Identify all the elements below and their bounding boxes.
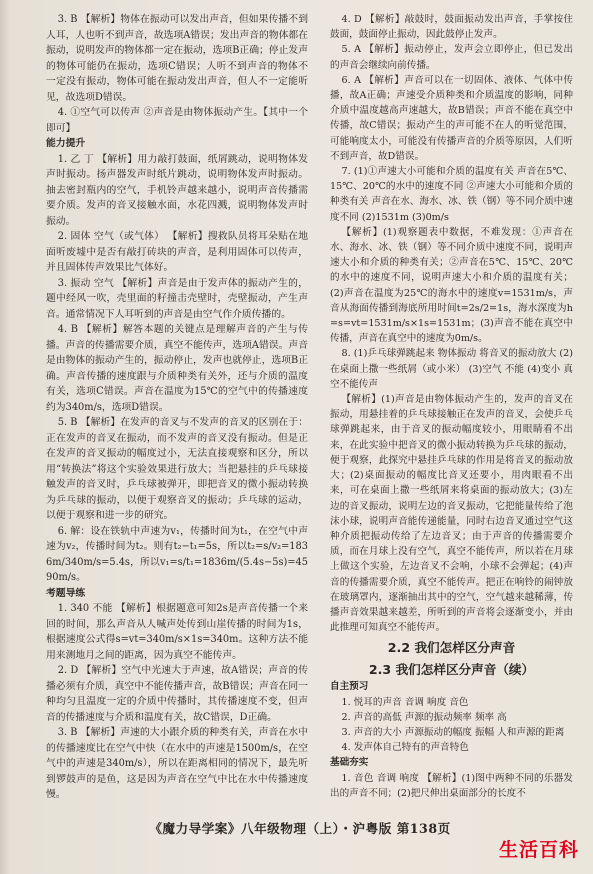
watermark-logo: 生活百科	[498, 839, 579, 861]
answer-paragraph: 5. B 【解析】在发声的音叉与不发声的音叉的区别在于：正在发声的音叉在振动，而不发声的音叉没有振动。但是正在发声的音叉振动的幅度过小，无法直接观察和区分，所以用“转换法”将这个实验效果进行放大；当把悬挂的乒乓球接触发声的音叉时，乒乓球被弹开，即把音叉的微小振动转换为乒乓球的振动，以便于观察音叉的振动；乒乓球的运动，以便于观察和进一步的研究。	[46, 417, 308, 521]
section-heading: 自主预习	[330, 681, 369, 693]
page-spine-shadow	[0, 0, 10, 874]
answer-paragraph: 1. 乙 丁 【解析】用力敲打鼓面，纸屑跳动，说明物体发声时振动。扬声器发声时纸片跳动，说明物体发声时振动。抽去密封瓶内的空气，手机铃声越来越小，说明声音传播需要介质。发声的音叉接触水面，水花四溅，说明物体发声时振动。	[46, 153, 308, 227]
answer-paragraph: 4. 发声体自己特有的声音特色	[341, 742, 469, 754]
answer-paragraph: 4. D 【解析】敲鼓时，鼓面振动发出声音，手掌按住鼓面，鼓面停止振动，因此鼓停止发声。	[330, 14, 573, 41]
answer-paragraph: 8. (1)乒乓球弹跳起来 物体振动 将音叉的振动放大 (2)在桌面上撒一些纸屑（或小米） (3)空气 不能 (4)变小 真空不能传声	[330, 348, 573, 390]
answer-paragraph: 1. 悦耳的声音 音调 响度 音色	[341, 696, 469, 708]
section-heading: 基础夯实	[330, 757, 369, 769]
answer-paragraph: 2. 声音的高低 声源的振动频率 频率 高	[341, 711, 507, 723]
answer-paragraph: 6. 解：设在铁轨中声速为v₁，传播时间为t₁，在空气中声速为v₂，传播时间为t₂。则有t₂−t₁=5s，所以t₂=s/v₂=1836m/340m/s=5.4s，所以v₁=s/t₁=1836m/(5.4s−5s)=4590m/s。	[46, 525, 308, 583]
answer-paragraph: 2. 固体 空气（或气体） 【解析】搜救队员将耳朵贴在地面听废墟中是否有敲打砖块的声音，是利用固体可以传声，并且固体传声效果比气体好。	[46, 231, 308, 273]
section-heading: 能力提升	[46, 138, 86, 149]
answer-paragraph: 4. ①空气可以传声 ②声音是由物体振动产生。【其中一个即可】	[46, 107, 308, 134]
answer-paragraph: 4. B 【解析】解答本题的关键点是理解声音的产生与传播。声音的传播需要介质，真空不能传声，选项A错误。声音是由物体的振动产生的，振动停止，发声也就停止，选项B正确。声音传播的速度跟与介质种类有关外，还与介质的温度有关，选项C错误。声音在温度为15℃的空气中的传播速度约为340m/s，选项D错误。	[46, 324, 308, 413]
answer-paragraph: 6. A 【解析】声音可以在一切固体、液体、气体中传播，故A正确；声速受介质种类和介质温度的影响，同种介质中温度越高声速越大，故B错误；声音不能在真空中传播，故C错误；振动产生的声可能不在人的听觉范围，可能响度太小，可能没有传播声音的介质等原因，人们听不到声音，故D错误。	[330, 74, 573, 162]
page-footer: 《魔力导学案》八年级物理（上）・沪粤版 第138页	[149, 821, 451, 836]
answer-paragraph: 3. 声音的大小 声源振动的幅度 振幅 人和声源的距离	[341, 726, 565, 738]
right-column	[330, 12, 573, 801]
answer-paragraph: 【解析】(1)观察题表中数据，不难发现：①声音在水、海水、冰、铁（钢）等不同介质中速度不同，说明声速大小和介质的种类有关；②声音在5℃、15℃、20℃的水中的速度不同，说明声速大小和介质的温度有关；(2)声音在温度为25℃的海水中的速度v=1531m/s，声音从海面传播到海底所用时间t=2s/2=1s，海水深度为h=s=vt=1531m/s×1s=1531m；(3)声音不能在真空中传播，声音在真空中的速度为0m/s。	[330, 226, 573, 345]
answer-paragraph: 1. 音色 音调 响度 【解析】(1)图中两种不同的乐器发出的声音不同；(2)把尺伸出桌面部分的长度不	[330, 772, 573, 799]
answer-paragraph: 【解析】(1)声音是由物体振动产生的，发声的音叉在振动，用悬挂着的乒乓球接触正在发声的音叉，会使乒乓球弹跳起来，由于音叉的振动幅度较小，用眼睛看不出来，在此实验中把音叉的微小振动转换为乒乓球的振动，便于观察，此探究中悬挂乒乓球的作用是将音叉的振动放大；(2)桌面振动的幅度比音叉还要小，用肉眼看不出来，可在桌面上撒一些纸屑来将桌面的振动放大；(3)左边的音叉振动，说明左边的音叉振动，它把能量传给了泡沫小球，说明声音能传递能量，同时右边音叉通过空气这种介质把振动传给了左边音叉；由于声音的传播需要介质，而在月球上没有空气，真空不能传声，所以若在月球上做这个实验，左边音叉不会响，小球不会弹起；(4)声音的传播需要介质，真空不能传声。把正在响铃的闹钟放在玻璃罩内，逐渐抽出其中的空气，空气越来越稀薄，传播声音效果越来越差，所听到的声音将会逐渐变小，并由此推理可知真空不能传声。	[330, 394, 573, 634]
chapter-section-title: 2.2 我们怎样区分声音	[387, 640, 516, 656]
answer-paragraph: 3. 振动 空气 【解析】声音是由于发声体的振动产生的，题中经风一吹，壳里面的籽撞击壳壁时，壳壁振动，产生声音。通常情况下人耳听到的声音是由空气作介质传播的。	[46, 277, 308, 320]
section-heading: 考题导练	[46, 587, 86, 599]
chapter-section-title: 2.3 我们怎样区分声音（续）	[368, 662, 535, 678]
answer-paragraph: 2. D 【解析】空气中光速大于声速，故A错误；声音的传播必须有介质，真空中不能传播声音，故B错误；声音在同一种均匀且温度一定的介质中传播时，其传播速度不变，但声音的传播速度与介质和温度有关，故C错误，D正确。	[46, 665, 308, 723]
answer-paragraph: 5. A 【解析】振动停止，发声会立即停止，但已发出的声音会继续向前传播。	[330, 44, 573, 71]
answer-paragraph: 1. 340 不能 【解析】根据题意可知2s是声音传播一个来回的时间，那么声音从人喊声处传到山崖传播的时间为1s，根据速度公式得s=vt=340m/s×1s=340m。这种方法不能用来测地月之间的距离，因为真空不能传声。	[46, 603, 308, 661]
answer-paragraph: 3. B 【解析】声速的大小跟介质的种类有关，声音在水中的传播速度比在空气中快（在水中的声速是1500m/s，在空气中的声速是340m/s），所以在距离相同的情况下，最先听到锣鼓声的是鱼，这是因为声音在空气中比在水中传播速度慢。	[46, 727, 308, 800]
answer-paragraph: 7. (1)①声速大小可能和介质的温度有关 声音在5℃、15℃、20℃的水中的速度不同 ②声速大小可能和介质的种类有关 声音在水、海水、冰、铁（钢）等不同介质中速度不同 (2)1531m (3)0m/s	[330, 166, 573, 223]
left-column	[46, 12, 308, 803]
answer-paragraph: 3. B 【解析】物体在振动可以发出声音，但如果传播不到人耳，人也听不到声音，故选项A错误；发出声音的物体都在振动，说明发声的物体都一定在振动，选项B正确；停止发声的物体可能仍在振动，选项C错误；人听不到声音的物体不一定没有振动，物体可能在振动发出声音，但人不一定能听见，故选项D错误。	[46, 14, 308, 103]
